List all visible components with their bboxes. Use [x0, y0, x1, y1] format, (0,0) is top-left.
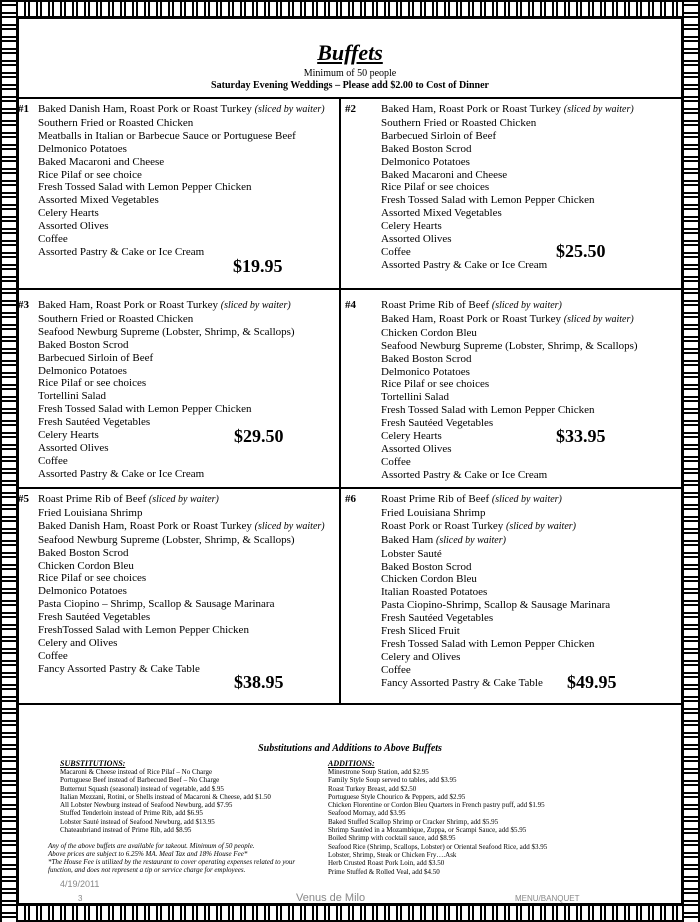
- page-title: Buffets: [317, 40, 383, 65]
- menu-item: [38, 352, 295, 365]
- list-line: Chicken Florentine or Cordon Bleu Quarters in French pastry puff, add $1.95: [328, 801, 545, 810]
- buffet-number: #3: [18, 299, 29, 311]
- menu-item: [381, 169, 634, 182]
- menu-item-text: Pasta Ciopino-Shrimp, Scallop & Sausage Marinara: [381, 599, 611, 612]
- menu-item-text: Southern Fried or Roasted Chicken: [38, 116, 194, 129]
- menu-item-note: (sliced by waiter): [220, 300, 291, 311]
- minimum-note: Minimum of 50 people: [303, 68, 397, 79]
- menu-item: [381, 117, 634, 130]
- menu-item: [38, 585, 325, 598]
- menu-item: [38, 130, 325, 143]
- menu-item: [38, 169, 325, 182]
- menu-item-text: Assorted Olives: [381, 233, 452, 246]
- menu-item: [38, 572, 325, 585]
- menu-item-text: Coffee: [38, 454, 68, 467]
- buffet-items: [381, 493, 610, 690]
- menu-item: [38, 507, 325, 520]
- menu-item-note: (sliced by waiter): [491, 300, 562, 311]
- menu-item: [381, 143, 634, 156]
- menu-item-text: Delmonico Potatoes: [381, 365, 470, 378]
- menu-item-text: Baked Macaroni and Cheese: [381, 168, 508, 181]
- menu-item: [381, 469, 638, 482]
- menu-item: [38, 220, 325, 233]
- buffet-number: #2: [345, 103, 356, 115]
- menu-item: [381, 156, 634, 169]
- buffet-number: #4: [345, 299, 356, 311]
- menu-item-text: Rice Pilaf or see choices: [38, 377, 147, 390]
- menu-item-text: Assorted Pastry & Cake or Ice Cream: [38, 245, 205, 258]
- menu-item: [381, 507, 610, 520]
- menu-item-note: (sliced by waiter): [506, 520, 576, 532]
- menu-item-text: Tortellini Salad: [381, 391, 449, 404]
- menu-item: [381, 456, 638, 469]
- menu-item: [38, 637, 325, 650]
- menu-item-text: Roast Pork or Roast Turkey: [381, 519, 504, 532]
- substitutions-section-title: Substitutions and Additions to Above Buffets: [258, 743, 442, 754]
- menu-item: [381, 181, 634, 194]
- menu-item: [381, 340, 638, 353]
- menu-item-note: (sliced by waiter): [563, 104, 634, 115]
- decorative-border-bottom: [0, 904, 700, 922]
- menu-item: [381, 194, 634, 207]
- menu-item-text: Baked Boston Scrod: [381, 352, 472, 365]
- list-line: Portuguese Beef instead of Barbecued Beef – No Charge: [60, 776, 220, 785]
- menu-item-text: Baked Ham, Roast Pork or Roast Turkey: [38, 299, 218, 311]
- additions-heading: ADDITIONS:: [328, 759, 375, 768]
- menu-item: [38, 103, 325, 117]
- menu-item: [381, 599, 610, 612]
- menu-item-text: Coffee: [381, 663, 411, 676]
- menu-item-text: Celery and Olives: [38, 636, 118, 649]
- menu-item-text: Roast Prime Rib of Beef: [381, 493, 490, 505]
- menu-item: [38, 326, 295, 339]
- buffet-number: #6: [345, 493, 356, 505]
- menu-item-text: Lobster Sauté: [381, 547, 442, 560]
- menu-item-text: Coffee: [38, 649, 68, 662]
- menu-item: [381, 651, 610, 664]
- menu-item: [38, 365, 295, 378]
- grid-line-row1: [18, 288, 682, 290]
- menu-item-text: Pasta Ciopino – Shrimp, Scallop & Sausage Marinara: [38, 598, 275, 611]
- additions-list: [328, 768, 547, 876]
- menu-item-text: Baked Boston Scrod: [381, 560, 472, 573]
- decorative-border-top: [0, 0, 700, 18]
- menu-item: [38, 181, 325, 194]
- menu-item: [381, 220, 634, 233]
- menu-item-text: Rice Pilaf or see choices: [381, 378, 490, 391]
- menu-item-note: (sliced by waiter): [254, 104, 325, 115]
- menu-item: [38, 207, 325, 220]
- list-line: Herb Crusted Roast Pork Loin, add $3.50: [328, 859, 445, 868]
- list-line: Roast Turkey Breast, add $2.50: [328, 784, 417, 793]
- menu-item-text: Assorted Pastry & Cake or Ice Cream: [381, 468, 548, 481]
- list-line: Portuguese Style Chourico & Peppers, add $2.95: [328, 792, 466, 801]
- menu-item: [38, 156, 325, 169]
- menu-item-text: Baked Danish Ham, Roast Pork or Roast Turkey: [38, 519, 252, 532]
- menu-item-text: Coffee: [381, 455, 411, 468]
- footer-date: 4/19/2011: [60, 879, 100, 889]
- footnotes: [48, 842, 295, 874]
- buffet-price: $33.95: [556, 426, 606, 446]
- menu-item: [381, 625, 610, 638]
- menu-item: [38, 560, 325, 573]
- menu-item-text: Celery Hearts: [381, 220, 442, 233]
- substitutions-list: [60, 768, 271, 834]
- buffet-price: $38.95: [234, 672, 284, 692]
- menu-item-text: Meatballs in Italian or Barbecue Sauce or Portuguese Beef: [38, 129, 296, 142]
- menu-item-text: Baked Ham, Roast Pork or Roast Turkey: [381, 103, 561, 115]
- menu-item-text: Assorted Pastry & Cake or Ice Cream: [381, 258, 548, 271]
- menu-item: [38, 650, 325, 663]
- buffet-items: [38, 299, 295, 481]
- menu-item-text: Southern Fried or Roasted Chicken: [38, 312, 194, 325]
- saturday-note: Saturday Evening Weddings – Please add $2.00 to Cost of Dinner: [211, 80, 489, 91]
- menu-item: [381, 207, 634, 220]
- list-line: Baked Stuffed Scallop Shrimp or Cracker Shrimp, add $5.95: [328, 817, 499, 826]
- footer-restaurant-name: Venus de Milo: [296, 892, 366, 904]
- menu-item-note: (sliced by waiter): [563, 313, 634, 325]
- menu-item-text: Coffee: [38, 233, 68, 246]
- list-line: Italian Mezzani, Rotini, or Shells instead of Macaroni & Cheese, add $1.50: [60, 792, 271, 801]
- menu-item: [38, 455, 295, 468]
- menu-item: [38, 403, 295, 416]
- list-line: Stuffed Tenderloin instead of Prime Rib, add $6.95: [60, 809, 203, 818]
- list-line: Above prices are subject to 6.25% MA. Meal Tax and 18% House Fee*: [48, 850, 248, 858]
- menu-item-text: Baked Macaroni and Cheese: [38, 155, 165, 168]
- menu-item-text: Assorted Olives: [38, 441, 109, 454]
- menu-item: [381, 493, 610, 507]
- menu-item-text: Rice Pilaf or see choices: [381, 181, 490, 194]
- menu-item: [381, 520, 610, 534]
- decorative-border-right: [682, 0, 700, 922]
- menu-item-text: Assorted Olives: [38, 220, 109, 233]
- footer-section: MENU/BANQUET: [515, 894, 580, 903]
- menu-item: [38, 534, 325, 547]
- menu-item: [381, 130, 634, 143]
- menu-item: [38, 377, 295, 390]
- menu-item-text: Delmonico Potatoes: [38, 142, 127, 155]
- menu-item: [381, 366, 638, 379]
- menu-item-text: Baked Boston Scrod: [38, 546, 129, 559]
- menu-item-text: Fresh Sliced Fruit: [381, 625, 460, 638]
- menu-item: [38, 233, 325, 246]
- menu-item-note: (sliced by waiter): [148, 494, 219, 505]
- menu-item-text: Baked Ham: [381, 533, 434, 546]
- list-line: *The House Fee is utilized by the restaurant to cover operating expenses related to your: [48, 858, 296, 866]
- menu-item: [38, 493, 325, 507]
- menu-item: [381, 353, 638, 366]
- menu-item-text: Barbecued Sirloin of Beef: [38, 351, 154, 364]
- menu-item-text: Celery and Olives: [381, 650, 461, 663]
- menu-item: [38, 520, 325, 534]
- list-line: Family Style Soup served to tables, add $3.95: [328, 776, 457, 785]
- menu-item: [381, 391, 638, 404]
- menu-item: [38, 611, 325, 624]
- menu-item-note: (sliced by waiter): [435, 534, 506, 546]
- menu-item-text: Roast Prime Rib of Beef: [38, 493, 147, 505]
- menu-item: [38, 390, 295, 403]
- list-line: function, and does not represent a tip or service charge for employees.: [48, 866, 246, 874]
- menu-item: [381, 378, 638, 391]
- menu-item-text: Fancy Assorted Pastry & Cake Table: [381, 676, 543, 689]
- menu-item: [38, 468, 295, 481]
- menu-item-text: Coffee: [381, 245, 411, 258]
- menu-item-text: Chicken Cordon Bleu: [381, 573, 477, 586]
- menu-item: [381, 638, 610, 651]
- menu-item-text: Baked Danish Ham, Roast Pork or Roast Turkey: [38, 103, 252, 115]
- menu-item-text: Fresh Tossed Salad with Lemon Pepper Chicken: [381, 194, 595, 207]
- menu-item-text: FreshTossed Salad with Lemon Pepper Chicken: [38, 624, 249, 637]
- menu-item-text: Fried Louisiana Shrimp: [381, 506, 486, 519]
- menu-item: [38, 598, 325, 611]
- menu-item-text: Assorted Mixed Vegetables: [381, 207, 502, 220]
- grid-line-bottom: [18, 703, 682, 705]
- menu-item-text: Fried Louisiana Shrimp: [38, 506, 143, 519]
- menu-item-text: Fresh Sautéed Vegetables: [38, 416, 151, 429]
- menu-item-text: Fresh Sautéed Vegetables: [381, 417, 494, 430]
- menu-item-text: Fresh Sautéed Vegetables: [381, 612, 494, 625]
- menu-item-text: Seafood Newburg Supreme (Lobster, Shrimp, & Scallops): [381, 339, 638, 352]
- buffet-price: $29.50: [234, 426, 284, 446]
- menu-item-text: Celery Hearts: [38, 207, 99, 220]
- menu-item-text: Fresh Tossed Salad with Lemon Pepper Chicken: [38, 403, 252, 416]
- menu-item-text: Seafood Newburg Supreme (Lobster, Shrimp, & Scallops): [38, 533, 295, 546]
- list-line: All Lobster Newburg instead of Seafood Newburg, add $7.95: [60, 801, 233, 810]
- menu-item-text: Celery Hearts: [38, 429, 99, 442]
- menu-item: [381, 561, 610, 574]
- menu-item-text: Assorted Olives: [381, 442, 452, 455]
- menu-item: [38, 299, 295, 313]
- list-line: Shrimp Sautéed in a Mozambique, Zuppa, or Scampi Sauce, add $5.95: [328, 826, 527, 835]
- menu-item-text: Fresh Tossed Salad with Lemon Pepper Chicken: [38, 181, 252, 194]
- menu-item: [381, 327, 638, 340]
- decorative-border-left: [0, 0, 18, 922]
- menu-item-text: Chicken Cordon Bleu: [381, 326, 477, 339]
- list-line: Any of the above buffets are available for takeout. Minimum of 50 people.: [48, 842, 255, 850]
- list-line: Lobster Sauté instead of Seafood Newburg, add $13.95: [60, 817, 215, 826]
- menu-item-text: Fresh Sautéed Vegetables: [38, 611, 151, 624]
- menu-item: [381, 548, 610, 561]
- menu-item: [38, 547, 325, 560]
- menu-item-text: Rice Pilaf or see choices: [38, 572, 147, 585]
- menu-item-text: Southern Fried or Roasted Chicken: [381, 116, 537, 129]
- menu-item-text: Fresh Tossed Salad with Lemon Pepper Chicken: [381, 637, 595, 650]
- menu-item-text: Assorted Mixed Vegetables: [38, 194, 159, 207]
- menu-item-note: (sliced by waiter): [491, 494, 562, 505]
- menu-item-text: Fresh Tossed Salad with Lemon Pepper Chicken: [381, 404, 595, 417]
- menu-item: [381, 313, 638, 327]
- menu-item: [381, 299, 638, 313]
- menu-item-text: Chicken Cordon Bleu: [38, 559, 134, 572]
- menu-item: [381, 534, 610, 548]
- menu-item-text: Rice Pilaf or see choice: [38, 168, 142, 181]
- grid-line-row2: [18, 487, 682, 489]
- substitutions-heading: SUBSTITUTIONS:: [60, 759, 126, 768]
- list-line: Prime Stuffed & Rolled Veal, add $4.50: [328, 867, 440, 876]
- buffet-items: [38, 103, 325, 259]
- menu-item-text: Delmonico Potatoes: [38, 585, 127, 598]
- menu-item-text: Baked Ham, Roast Pork or Roast Turkey: [381, 312, 561, 325]
- menu-item: [38, 194, 325, 207]
- list-line: Lobster, Shrimp, Steak or Chicken Fry….Ask: [328, 850, 457, 859]
- menu-item-text: Fancy Assorted Pastry & Cake Table: [38, 662, 200, 675]
- buffet-price: $25.50: [556, 241, 606, 261]
- buffet-price: $49.95: [567, 672, 617, 692]
- menu-item-text: Baked Boston Scrod: [38, 338, 129, 351]
- list-line: Butternut Squash (seasonal) instead of vegetable, add $.95: [60, 784, 224, 793]
- menu-item: [381, 612, 610, 625]
- menu-item-text: Italian Roasted Potatoes: [381, 586, 488, 599]
- menu-item-text: Celery Hearts: [381, 430, 442, 443]
- buffet-number: #1: [18, 103, 29, 115]
- list-line: Seafood Mornay, add $3.95: [328, 809, 406, 818]
- grid-line-center: [339, 97, 341, 703]
- menu-item: [38, 339, 295, 352]
- buffet-number: #5: [18, 493, 29, 505]
- menu-item: [381, 404, 638, 417]
- menu-item: [381, 586, 610, 599]
- buffet-items: [381, 299, 638, 482]
- menu-item: [38, 624, 325, 637]
- footer-page-number: 3: [78, 894, 83, 903]
- buffet-items: [38, 493, 325, 676]
- menu-item-text: Barbecued Sirloin of Beef: [381, 129, 497, 142]
- menu-item: [381, 573, 610, 586]
- menu-item-text: Tortellini Salad: [38, 390, 106, 403]
- list-line: Minestrone Soup Station, add $2.95: [328, 768, 429, 776]
- menu-item: [38, 143, 325, 156]
- menu-item-text: Baked Boston Scrod: [381, 142, 472, 155]
- menu-item-text: Assorted Pastry & Cake or Ice Cream: [38, 467, 205, 480]
- menu-item: [381, 103, 634, 117]
- menu-item-note: (sliced by waiter): [254, 520, 325, 532]
- buffet-price: $19.95: [233, 256, 283, 276]
- grid-line-top: [18, 97, 682, 99]
- list-line: Chateaubriand instead of Prime Rib, add $8.95: [60, 826, 192, 835]
- menu-item-text: Delmonico Potatoes: [38, 364, 127, 377]
- menu-item: [38, 313, 295, 326]
- list-line: Macaroni & Cheese instead of Rice Pilaf – No Charge: [60, 768, 213, 776]
- menu-item-text: Delmonico Potatoes: [381, 155, 470, 168]
- menu-item-text: Roast Prime Rib of Beef: [381, 299, 490, 311]
- list-line: Boiled Shrimp with cocktail sauce, add $8.95: [328, 834, 456, 843]
- menu-item: [38, 117, 325, 130]
- menu-item-text: Seafood Newburg Supreme (Lobster, Shrimp, & Scallops): [38, 325, 295, 338]
- list-line: Seafood Rice (Shrimp, Scallops, Lobster) or Oriental Seafood Rice, add $3.95: [328, 842, 548, 851]
